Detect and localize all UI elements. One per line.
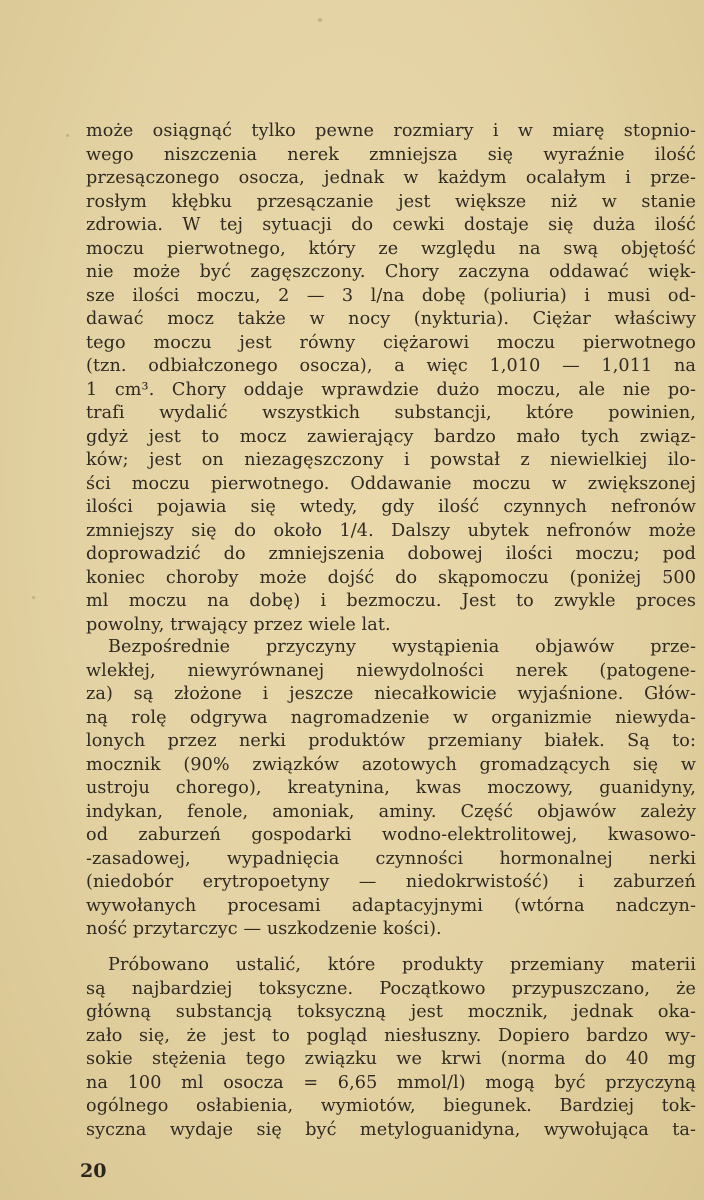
text-line: ogólnego osłabienia, wymiotów, biegunek. Bardziej tok- <box>86 1096 696 1116</box>
paper-speck <box>318 18 322 22</box>
text-line: ści moczu pierwotnego. Oddawanie moczu w zwiększonej <box>86 473 696 494</box>
paper-speck <box>32 596 35 599</box>
text-line: ilości pojawia się wtedy, gdy ilość czynnych nefronów <box>86 497 696 517</box>
text-line: są najbardziej toksyczne. Początkowo przypuszczano, że <box>86 978 696 999</box>
text-line: mocznik (90% związków azotowych gromadzących się w <box>86 754 696 775</box>
text-line: zało się, że jest to pogląd niesłuszny. Dopiero bardzo wy- <box>86 1025 696 1046</box>
text-line: zdrowia. W tej sytuacji do cewki dostaje się duża ilość <box>86 215 696 235</box>
text-line: 1 cm³. Chory oddaje wprawdzie dużo moczu, ale nie po- <box>86 379 696 400</box>
text-line: od zaburzeń gospodarki wodno-elektrolitowej, kwasowo- <box>86 825 696 845</box>
text-line: powolny, trwający przez wiele lat. <box>86 614 391 635</box>
text-line: główną substancją toksyczną jest mocznik, jednak oka- <box>86 1002 696 1022</box>
text-line: -zasadowej, wypadnięcia czynności hormonalnej nerki <box>86 848 696 869</box>
text-line: sokie stężenia tego związku we krwi (norma do 40 mg <box>86 1049 696 1069</box>
text-line: może osiągnąć tylko pewne rozmiary i w miarę stopnio- <box>86 121 696 141</box>
text-line: koniec choroby może dojść do skąpomoczu (poniżej 500 <box>86 567 696 588</box>
text-line: ml moczu na dobę) i bezmoczu. Jest to zwykle proces <box>86 591 696 611</box>
text-line: wego niszczenia nerek zmniejsza się wyraźnie ilość <box>86 144 696 165</box>
text-line: (niedobór erytropoetyny — niedokrwistość) i zaburzeń <box>86 872 696 892</box>
text-line: gdyż jest to mocz zawierający bardzo mało tych związ- <box>86 426 696 447</box>
text-line: za) są złożone i jeszcze niecałkowicie wyjaśnione. Głów- <box>86 684 696 704</box>
text-line: syczna wydaje się być metyloguanidyna, wywołująca ta- <box>86 1119 696 1140</box>
text-line: ną rolę odgrywa nagromadzenie w organizmie niewyda- <box>86 707 696 728</box>
text-line: na 100 ml osocza = 6,65 mmol/l) mogą być przyczyną <box>86 1072 696 1093</box>
text-line: przesączonego osocza, jednak w każdym ocalałym i prze- <box>86 168 696 188</box>
text-line: sze ilości moczu, 2 — 3 l/na dobę (poliuria) i musi od- <box>86 285 696 306</box>
text-line: rosłym kłębku przesączanie jest większe niż w stanie <box>86 191 696 212</box>
text-line: lonych przez nerki produktów przemiany białek. Są to: <box>86 731 696 751</box>
text-line: wlekłej, niewyrównanej niewydolności nerek (patogene- <box>86 660 696 681</box>
paragraph-1 <box>86 120 696 637</box>
text-line: indykan, fenole, amoniak, aminy. Część objawów zależy <box>86 801 696 822</box>
paper-speck <box>66 134 69 137</box>
text-line: nie może być zagęszczony. Chory zaczyna oddawać więk- <box>86 262 696 282</box>
text-line: ustroju chorego), kreatynina, kwas moczowy, guanidyny, <box>86 778 696 798</box>
paragraph-3 <box>86 954 696 1142</box>
paragraph-2 <box>86 636 696 942</box>
text-line: doprowadzić do zmniejszenia dobowej ilości moczu; pod <box>86 544 696 564</box>
page-number: 20 <box>80 1160 107 1182</box>
text-line: trafi wydalić wszystkich substancji, które powinien, <box>86 403 696 423</box>
text-line: moczu pierwotnego, który ze względu na swą objętość <box>86 238 696 259</box>
text-line: (tzn. odbiałczonego osocza), a więc 1,010 — 1,011 na <box>86 356 696 376</box>
text-line: ność przytarczyc — uszkodzenie kości). <box>86 919 442 939</box>
text-line: wywołanych procesami adaptacyjnymi (wtórna nadczyn- <box>86 895 696 916</box>
text-line: Bezpośrednie przyczyny wystąpienia objawów prze- <box>108 637 696 657</box>
text-line: tego moczu jest równy ciężarowi moczu pierwotnego <box>86 332 696 353</box>
text-line: zmniejszy się do około 1/4. Dalszy ubytek nefronów może <box>86 520 696 541</box>
text-line: ków; jest on niezagęszczony i powstał z niewielkiej ilo- <box>86 450 696 470</box>
text-line: dawać mocz także w nocy (nykturia). Ciężar właściwy <box>86 309 696 329</box>
text-line: Próbowano ustalić, które produkty przemiany materii <box>108 955 696 975</box>
